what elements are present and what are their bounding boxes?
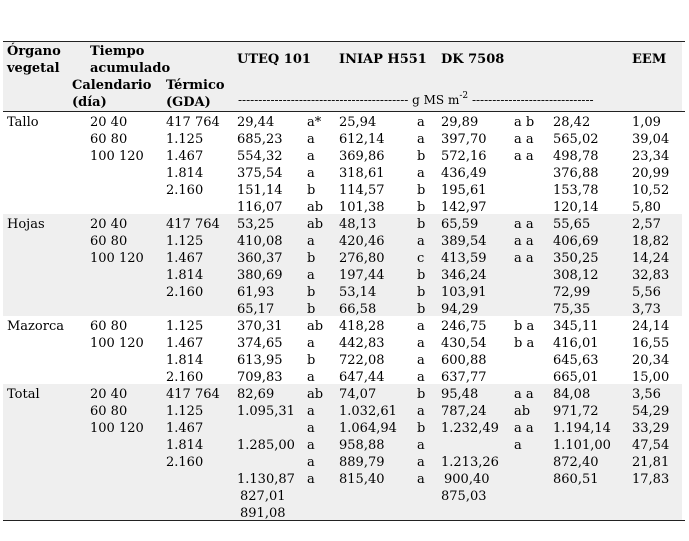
uteq-cell: 891,08 xyxy=(240,506,286,521)
gda-cell: 1.814 xyxy=(166,268,204,283)
mean-cell: 1.194,14 xyxy=(553,421,611,436)
units-exponent: -2 xyxy=(459,91,469,101)
uteq-l-cell: b xyxy=(307,251,316,266)
iniap-cell: 1.064,94 xyxy=(339,421,397,436)
uteq-cell: 380,69 xyxy=(237,268,283,283)
eem-cell: 18,82 xyxy=(632,234,670,249)
calendar-header-line-2: (día) xyxy=(72,95,107,110)
uteq-l-cell: ab xyxy=(307,217,324,232)
uteq-l-cell: a xyxy=(307,455,315,470)
uteq-cell: 29,44 xyxy=(237,115,275,130)
iniap-cell: 420,46 xyxy=(339,234,385,249)
thermal-header-line-1: Térmico xyxy=(166,78,225,93)
gda-cell: 1.467 xyxy=(166,421,204,436)
iniap-cell: 318,61 xyxy=(339,166,385,181)
cal-cell: 100 120 xyxy=(90,149,144,164)
dk-cell: 95,48 xyxy=(441,387,479,402)
mean-cell: 645,63 xyxy=(553,353,599,368)
gda-cell: 417 764 xyxy=(166,217,220,232)
dk-cell: 430,54 xyxy=(441,336,487,351)
gda-cell: 2.160 xyxy=(166,285,204,300)
dk-cell: 1.232,49 xyxy=(441,421,499,436)
mean-cell: 55,65 xyxy=(553,217,591,232)
eem-cell: 3,73 xyxy=(632,302,661,317)
eem-cell: 1,09 xyxy=(632,115,661,130)
iniap-l-cell: a xyxy=(417,370,425,385)
iniap-l-cell: a xyxy=(417,132,425,147)
uteq-l-cell: a xyxy=(307,149,315,164)
eem-cell: 32,83 xyxy=(632,268,670,283)
organ-label: Total xyxy=(7,387,40,402)
units-label: g MS m xyxy=(412,93,460,107)
eem-cell: 54,29 xyxy=(632,404,670,419)
iniap-cell: 197,44 xyxy=(339,268,385,283)
uteq-cell: 65,17 xyxy=(237,302,275,317)
uteq-l-cell: b xyxy=(307,183,316,198)
dk-cell: 1.213,26 xyxy=(441,455,499,470)
dk-cell: 195,61 xyxy=(441,183,487,198)
dk-cell: 389,54 xyxy=(441,234,487,249)
gda-cell: 1.125 xyxy=(166,234,204,249)
dk-l-cell: a a xyxy=(514,251,534,266)
organ-header-line-1: Órgano xyxy=(7,44,61,59)
uteq-cell: 370,31 xyxy=(237,319,283,334)
iniap-cell: 612,14 xyxy=(339,132,385,147)
eem-cell: 14,24 xyxy=(632,251,670,266)
uteq-l-cell: a xyxy=(307,166,315,181)
mean-cell: 1.101,00 xyxy=(553,438,611,453)
eem-cell: 23,34 xyxy=(632,149,670,164)
gda-cell: 1.125 xyxy=(166,404,204,419)
dk-cell: 346,24 xyxy=(441,268,487,283)
cal-cell: 60 80 xyxy=(90,319,128,334)
uteq-l-cell: b xyxy=(307,285,316,300)
uteq-l-cell: a xyxy=(307,370,315,385)
uteq-cell: 151,14 xyxy=(237,183,283,198)
units-dashes-right: ------------------------------ xyxy=(471,93,594,107)
eem-header: EEM xyxy=(632,52,667,67)
dk-l-cell: b a xyxy=(514,336,535,351)
iniap-l-cell: b xyxy=(417,200,426,215)
eem-cell: 20,34 xyxy=(632,353,670,368)
cal-cell: 60 80 xyxy=(90,132,128,147)
iniap-l-cell: a xyxy=(417,438,425,453)
dk-l-cell: a a xyxy=(514,387,534,402)
gda-cell: 417 764 xyxy=(166,387,220,402)
dk-header: DK 7508 xyxy=(441,52,505,67)
uteq-l-cell: a xyxy=(307,438,315,453)
iniap-cell: 74,07 xyxy=(339,387,377,402)
uteq-cell: 827,01 xyxy=(240,489,286,504)
uteq-cell: 410,08 xyxy=(237,234,283,249)
time-header-line-2: acumulado xyxy=(90,61,171,76)
iniap-cell: 369,86 xyxy=(339,149,385,164)
uteq-l-cell: a xyxy=(307,404,315,419)
gda-cell: 1.814 xyxy=(166,166,204,181)
eem-cell: 24,14 xyxy=(632,319,670,334)
mean-cell: 28,42 xyxy=(553,115,591,130)
uteq-cell: 685,23 xyxy=(237,132,283,147)
iniap-l-cell: b xyxy=(417,302,426,317)
top-rule xyxy=(3,41,685,42)
gda-cell: 1.467 xyxy=(166,251,204,266)
units-row xyxy=(238,88,594,109)
time-header-line-1: Tiempo xyxy=(90,44,145,59)
iniap-l-cell: c xyxy=(417,251,425,266)
iniap-l-cell: b xyxy=(417,387,426,402)
eem-cell: 39,04 xyxy=(632,132,670,147)
iniap-l-cell: a xyxy=(417,353,425,368)
mean-cell: 498,78 xyxy=(553,149,599,164)
mean-cell: 308,12 xyxy=(553,268,599,283)
dk-cell: 900,40 xyxy=(444,472,490,487)
uteq-l-cell: a xyxy=(307,336,315,351)
uteq-cell: 61,93 xyxy=(237,285,275,300)
dk-l-cell: a a xyxy=(514,234,534,249)
eem-cell: 10,52 xyxy=(632,183,670,198)
iniap-cell: 53,14 xyxy=(339,285,377,300)
eem-cell: 47,54 xyxy=(632,438,670,453)
bottom-rule xyxy=(3,520,685,521)
eem-cell: 17,83 xyxy=(632,472,670,487)
uteq-cell: 1.095,31 xyxy=(237,404,295,419)
mean-cell: 565,02 xyxy=(553,132,599,147)
uteq-l-cell: a xyxy=(307,472,315,487)
uteq-cell: 82,69 xyxy=(237,387,275,402)
eem-cell: 5,80 xyxy=(632,200,661,215)
mean-cell: 406,69 xyxy=(553,234,599,249)
dk-cell: 94,29 xyxy=(441,302,479,317)
uteq-l-cell: a xyxy=(307,132,315,147)
mean-cell: 84,08 xyxy=(553,387,591,402)
cal-cell: 100 120 xyxy=(90,421,144,436)
uteq-l-cell: a xyxy=(307,268,315,283)
organ-label: Tallo xyxy=(7,115,39,130)
iniap-cell: 958,88 xyxy=(339,438,385,453)
eem-cell: 2,57 xyxy=(632,217,661,232)
iniap-l-cell: b xyxy=(417,421,426,436)
iniap-l-cell: a xyxy=(417,115,425,130)
iniap-l-cell: b xyxy=(417,268,426,283)
iniap-l-cell: a xyxy=(417,336,425,351)
gda-cell: 1.467 xyxy=(166,149,204,164)
gda-cell: 2.160 xyxy=(166,455,204,470)
dk-cell: 142,97 xyxy=(441,200,487,215)
dk-l-cell: a b xyxy=(514,115,535,130)
dk-cell: 436,49 xyxy=(441,166,487,181)
cal-cell: 100 120 xyxy=(90,251,144,266)
dk-cell: 600,88 xyxy=(441,353,487,368)
uteq-cell: 53,25 xyxy=(237,217,275,232)
gda-cell: 1.125 xyxy=(166,132,204,147)
iniap-l-cell: b xyxy=(417,217,426,232)
dk-l-cell: a a xyxy=(514,149,534,164)
uteq-cell: 1.130,87 xyxy=(237,472,295,487)
cal-cell: 60 80 xyxy=(90,404,128,419)
uteq-cell: 116,07 xyxy=(237,200,283,215)
dk-cell: 65,59 xyxy=(441,217,479,232)
iniap-cell: 66,58 xyxy=(339,302,377,317)
uteq-cell: 360,37 xyxy=(237,251,283,266)
iniap-l-cell: a xyxy=(417,404,425,419)
gda-cell: 417 764 xyxy=(166,115,220,130)
eem-cell: 5,56 xyxy=(632,285,661,300)
cal-cell: 20 40 xyxy=(90,115,128,130)
cal-cell: 60 80 xyxy=(90,234,128,249)
uteq-l-cell: ab xyxy=(307,319,324,334)
gda-cell: 1.467 xyxy=(166,336,204,351)
dk-l-cell: a a xyxy=(514,132,534,147)
dk-l-cell: ab xyxy=(514,404,531,419)
dk-cell: 413,59 xyxy=(441,251,487,266)
dk-l-cell: b a xyxy=(514,319,535,334)
gda-cell: 1.814 xyxy=(166,353,204,368)
dk-cell: 29,89 xyxy=(441,115,479,130)
iniap-l-cell: a xyxy=(417,455,425,470)
eem-cell: 21,81 xyxy=(632,455,670,470)
dk-cell: 637,77 xyxy=(441,370,487,385)
mean-cell: 971,72 xyxy=(553,404,599,419)
mean-cell: 665,01 xyxy=(553,370,599,385)
mean-cell: 75,35 xyxy=(553,302,591,317)
iniap-cell: 114,57 xyxy=(339,183,385,198)
dk-cell: 397,70 xyxy=(441,132,487,147)
organ-label: Hojas xyxy=(7,217,45,232)
mean-cell: 350,25 xyxy=(553,251,599,266)
eem-cell: 15,00 xyxy=(632,370,670,385)
dk-cell: 875,03 xyxy=(441,489,487,504)
uteq-l-cell: a xyxy=(307,421,315,436)
uteq-l-cell: a* xyxy=(307,115,322,130)
iniap-cell: 815,40 xyxy=(339,472,385,487)
eem-cell: 33,29 xyxy=(632,421,670,436)
iniap-cell: 101,38 xyxy=(339,200,385,215)
uteq-cell: 554,32 xyxy=(237,149,283,164)
iniap-l-cell: a xyxy=(417,319,425,334)
iniap-cell: 889,79 xyxy=(339,455,385,470)
dk-cell: 103,91 xyxy=(441,285,487,300)
iniap-l-cell: b xyxy=(417,149,426,164)
uteq-l-cell: ab xyxy=(307,387,324,402)
uteq-cell: 375,54 xyxy=(237,166,283,181)
eem-cell: 3,56 xyxy=(632,387,661,402)
cal-cell: 100 120 xyxy=(90,336,144,351)
mean-cell: 860,51 xyxy=(553,472,599,487)
iniap-l-cell: a xyxy=(417,472,425,487)
gda-cell: 1.125 xyxy=(166,319,204,334)
uteq-l-cell: b xyxy=(307,353,316,368)
header-bottom-rule xyxy=(3,111,685,112)
iniap-cell: 1.032,61 xyxy=(339,404,397,419)
uteq-l-cell: ab xyxy=(307,200,324,215)
gda-cell: 2.160 xyxy=(166,183,204,198)
iniap-l-cell: a xyxy=(417,234,425,249)
uteq-cell: 1.285,00 xyxy=(237,438,295,453)
eem-cell: 16,55 xyxy=(632,336,670,351)
calendar-header-line-1: Calendario xyxy=(72,78,152,93)
iniap-l-cell: a xyxy=(417,166,425,181)
gda-cell: 1.814 xyxy=(166,438,204,453)
uteq-header: UTEQ 101 xyxy=(237,52,311,67)
iniap-cell: 442,83 xyxy=(339,336,385,351)
gda-cell: 2.160 xyxy=(166,370,204,385)
mean-cell: 120,14 xyxy=(553,200,599,215)
uteq-l-cell: b xyxy=(307,302,316,317)
iniap-cell: 276,80 xyxy=(339,251,385,266)
units-dashes-left: ------------------------------------------ xyxy=(238,93,409,107)
iniap-cell: 48,13 xyxy=(339,217,377,232)
mean-cell: 72,99 xyxy=(553,285,591,300)
dk-l-cell: a a xyxy=(514,217,534,232)
mean-cell: 376,88 xyxy=(553,166,599,181)
mean-cell: 153,78 xyxy=(553,183,599,198)
mean-cell: 872,40 xyxy=(553,455,599,470)
iniap-cell: 647,44 xyxy=(339,370,385,385)
mean-cell: 345,11 xyxy=(553,319,599,334)
thermal-header-line-2: (GDA) xyxy=(166,95,211,110)
iniap-cell: 722,08 xyxy=(339,353,385,368)
uteq-cell: 709,83 xyxy=(237,370,283,385)
dk-cell: 572,16 xyxy=(441,149,487,164)
uteq-l-cell: a xyxy=(307,234,315,249)
dk-cell: 787,24 xyxy=(441,404,487,419)
uteq-cell: 374,65 xyxy=(237,336,283,351)
dk-l-cell: a xyxy=(514,438,522,453)
iniap-cell: 418,28 xyxy=(339,319,385,334)
iniap-header: INIAP H551 xyxy=(339,52,427,67)
mean-cell: 416,01 xyxy=(553,336,599,351)
eem-cell: 20,99 xyxy=(632,166,670,181)
iniap-l-cell: b xyxy=(417,285,426,300)
organ-label: Mazorca xyxy=(7,319,64,334)
cal-cell: 20 40 xyxy=(90,217,128,232)
iniap-l-cell: b xyxy=(417,183,426,198)
organ-header-line-2: vegetal xyxy=(7,61,60,76)
dk-cell: 246,75 xyxy=(441,319,487,334)
cal-cell: 20 40 xyxy=(90,387,128,402)
iniap-cell: 25,94 xyxy=(339,115,377,130)
dk-l-cell: a a xyxy=(514,421,534,436)
uteq-cell: 613,95 xyxy=(237,353,283,368)
